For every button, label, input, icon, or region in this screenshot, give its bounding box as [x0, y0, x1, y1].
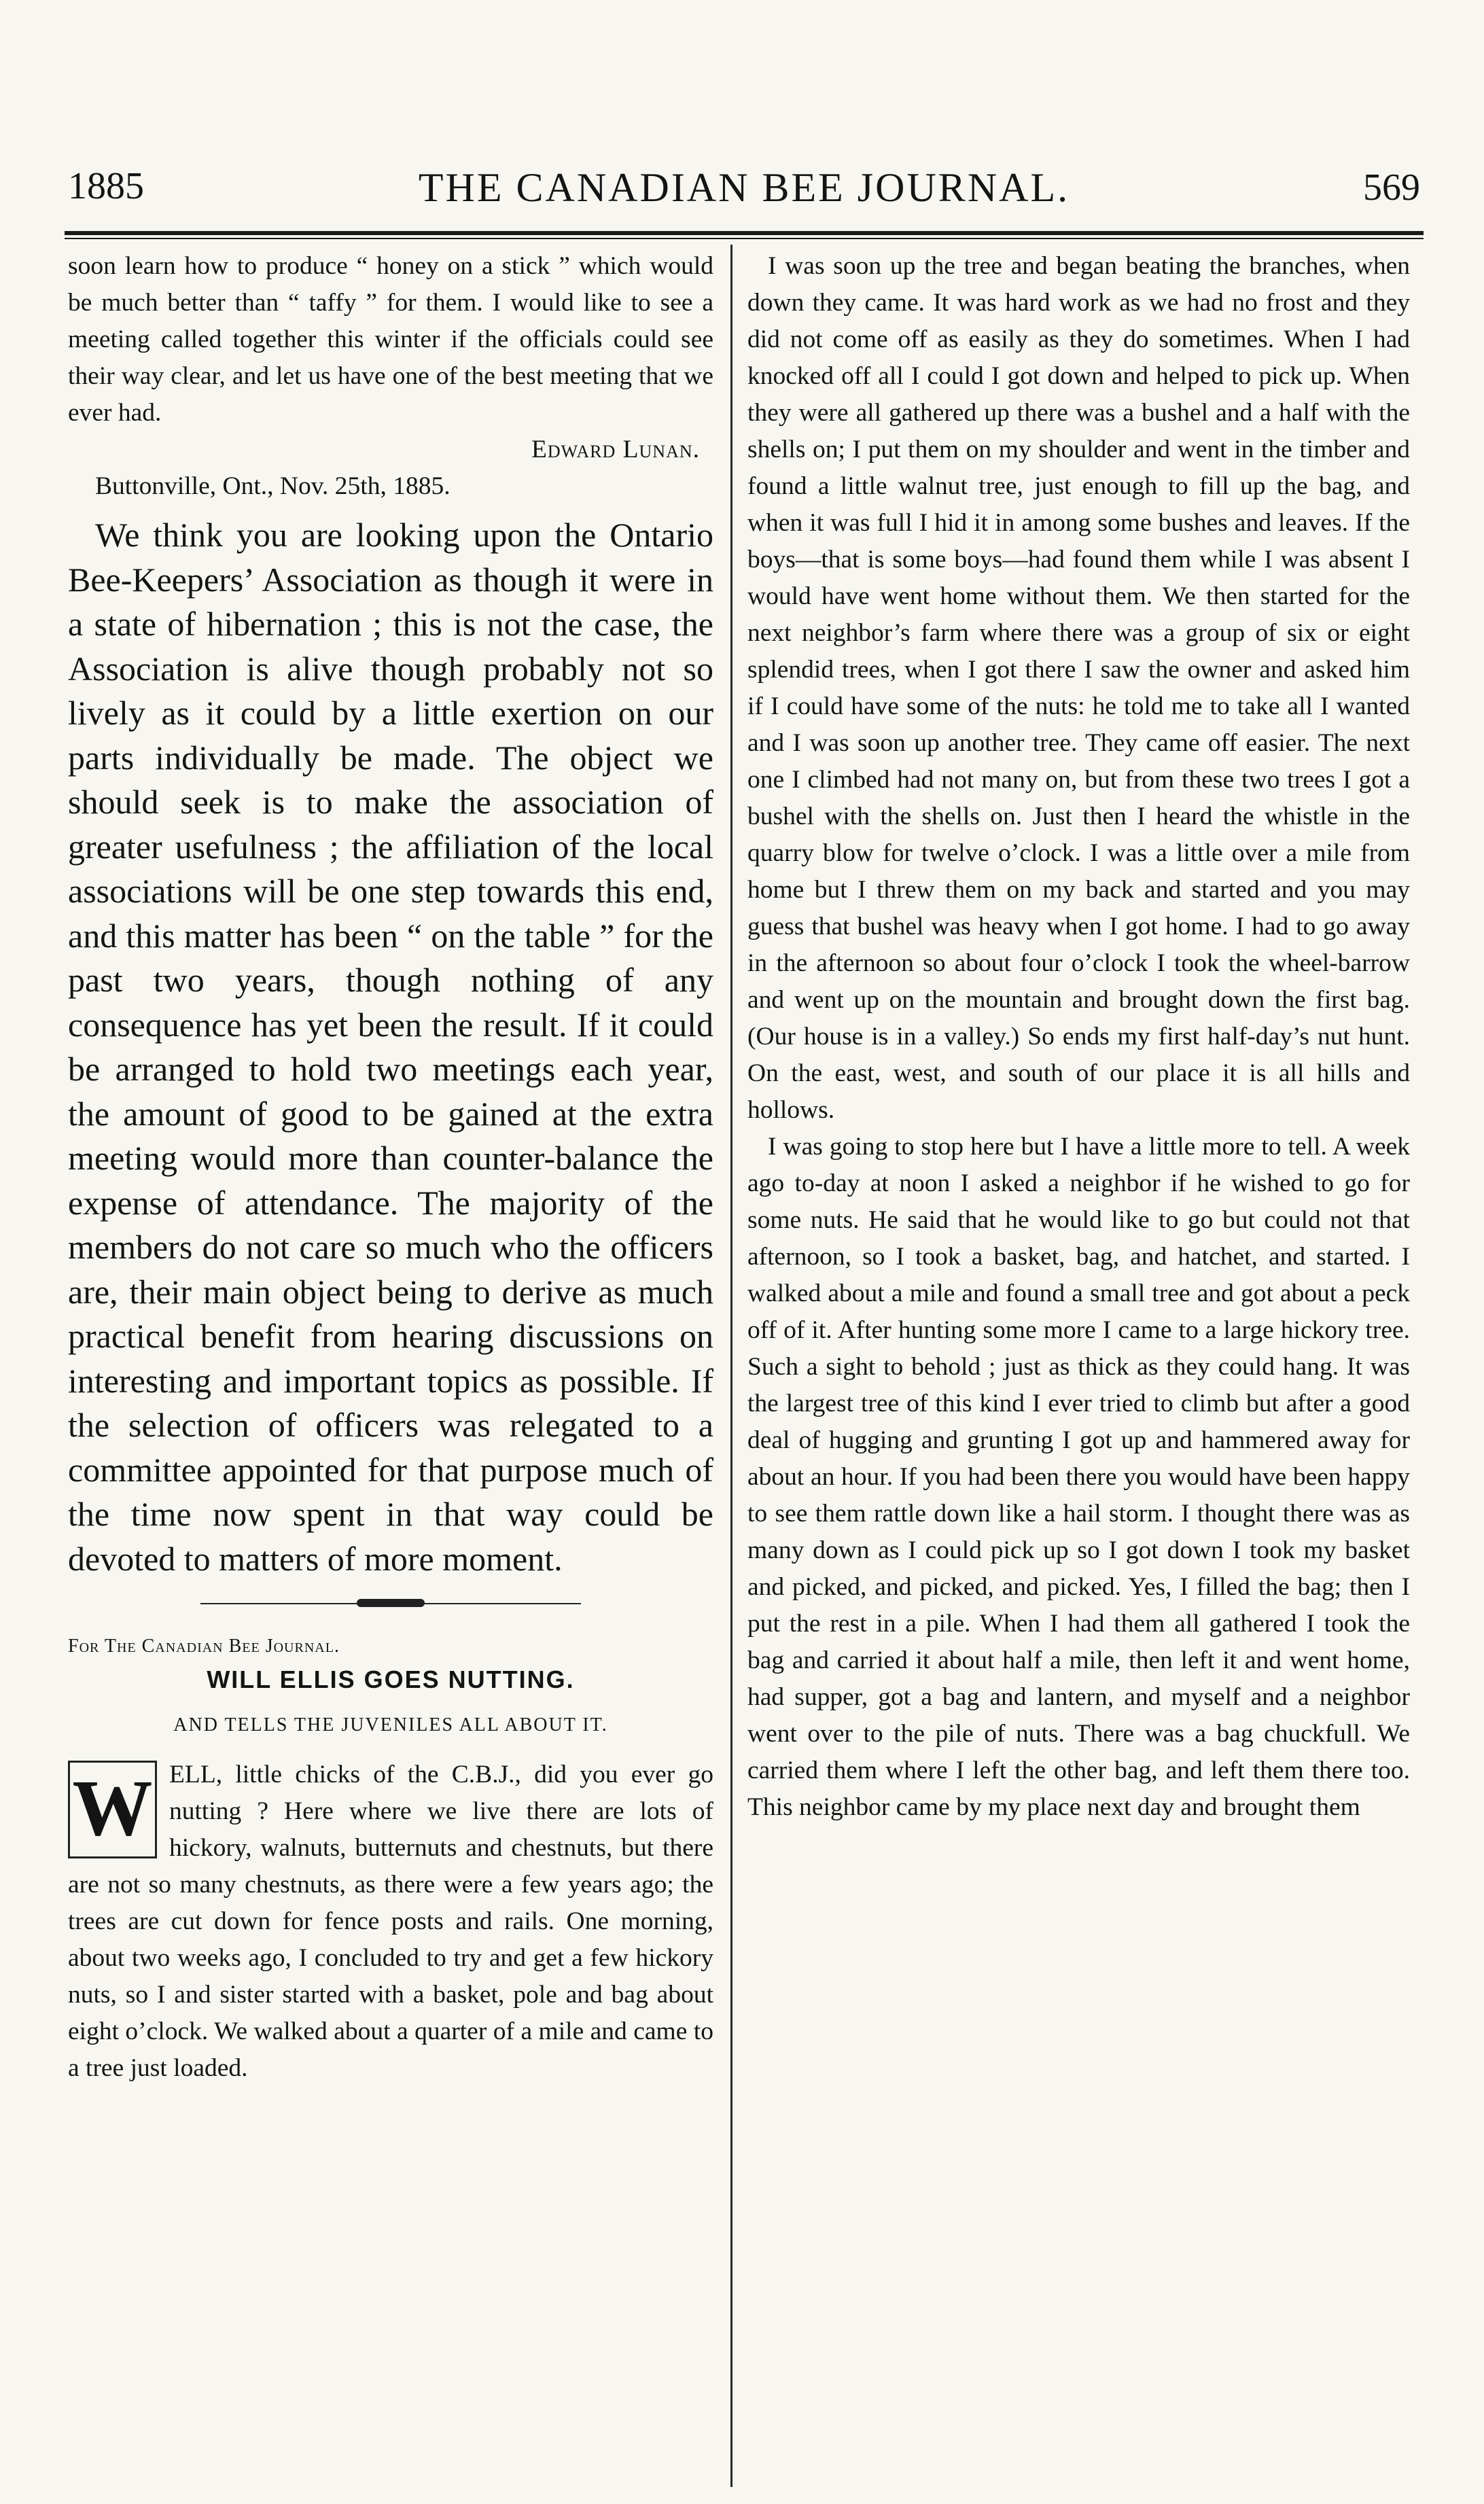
page-number: 569 [1363, 166, 1420, 209]
left-column [68, 248, 713, 2087]
article-subtitle: AND TELLS THE JUVENILES ALL ABOUT IT. [173, 1714, 608, 1735]
journal-title: THE CANADIAN BEE JOURNAL. [418, 165, 1070, 210]
header-year: 1885 [68, 165, 144, 207]
editorial-paragraph: We think you are looking upon the Ontario Bee-Keepers’ Association as though it were in a state of hibernation ; this is not the case, the Association is alive though probably not so lively as it could by a little exertion on our parts individually be made. The object we should seek is to make the association of greater usefulness ; the affiliation of the local associations will be one step towards this end, and this matter has been “ on the table ” for the past two years, though nothing of any consequence has yet been the result. If it could be arranged to hold two meetings each year, the amount of good to be gained at the extra meeting would more than counter-balance the expense of attendance. The majority of the members do not care so much who the officers are, their main object being to derive as much practical benefit from hearing discussions on interesting and important topics as possible. If the selection of officers was relegated to a committee appointed for that purpose much of the time now spent in that way could be devoted to matters of more moment. [68, 516, 713, 1578]
article-opening-text: ELL, little chicks of the C.B.J., did you ever go nutting ? Here where we live there are lots of hickory, walnuts, butternuts and chestnuts, but there are not so many chestnuts, as there were a few years ago; the trees are cut down for fence posts and rails. One morning, about two weeks ago, I concluded to try and get a few hickory nuts, so I and sister started with a basket, pole and bag about eight o’clock. We walked about a quarter of a mile and came to a tree just loaded. [68, 1761, 713, 2082]
header-rule-thin [65, 238, 1424, 239]
article-title: WILL ELLIS GOES NUTTING. [207, 1665, 575, 1693]
page-header [68, 158, 1420, 219]
section-ornament [200, 1602, 581, 1606]
right-column [747, 248, 1410, 1826]
letter-signature: Edward Lunan. [531, 436, 700, 463]
article-opening [68, 1757, 713, 2087]
letter-place-date: Buttonville, Ont., Nov. 25th, 1885. [95, 472, 450, 500]
letter-continuation: soon learn how to produce “ honey on a stick ” which would be much better than “ taffy ” for them. I would like to see a meeting called together this winter if the officials could see their way clear, and let us have one of the best meeting that we ever had. [68, 252, 713, 427]
header-rule [65, 231, 1424, 235]
column-divider [730, 245, 732, 2487]
drop-cap-initial: W [68, 1761, 157, 1858]
article-paragraph-1: I was soon up the tree and began beating the branches, when down they came. It was hard work as we had no frost and they did not come off as easily as they do sometimes. When I had knocked off all I could I got down and helped to pick up. When they were all gathered up there was a bushel and a half with the shells on; I put them on my shoulder and went in the timber and found a little walnut tree, just enough to fill up the bag, and when it was full I hid it in among some bushes and leaves. If the boys—that is some boys—had found them while I was absent I would have went home without them. We then started for the next neighbor’s farm where there was a group of six or eight splendid trees, when I got there I saw the owner and asked him if I could have some of the nuts: he told me to take all I wanted and I was soon up another tree. They came off easier. The next one I climbed had not many on, but from these two trees I got a bushel with the shells on. Just then I heard the whistle in the quarry blow for twelve o’clock. I was a little over a mile from home but I threw them on my back and started and you may guess that bushel was heavy when I got home. I had to go away in the afternoon so about four o’clock I took the wheel-barrow and went up on the mountain and brought down the first bag. (Our house is in a valley.) So ends my first half-day’s nut hunt. On the east, west, and south of our place it is all hills and hollows. [747, 252, 1410, 1124]
article-paragraph-2: I was going to stop here but I have a little more to tell. A week ago to-day at noon I asked a neighbor if he wished to go for some nuts. He said that he would like to go but could not that afternoon, so I took a basket, bag, and hatchet, and started. I walked about a mile and found a small tree and got about a peck off of it. After hunting some more I came to a large hickory tree. Such a sight to behold ; just as thick as they could hang. It was the largest tree of this kind I ever tried to climb but after a good deal of hugging and grunting I got up and hammered away for about an hour. If you had been there you would have been happy to see them rattle down like a hail storm. I thought there was as many down as I could pick up so I got down I took my basket and picked, and picked, and picked. Yes, I filled the bag; then I put the rest in a pile. When I had them all gathered I took the bag and carried it about half a mile, then left it and went home, had supper, got a bag and lantern, and myself and a neighbor went over to the pile of nuts. There was a bag chuckfull. We carried them where I left the other bag, and left them there too. This neighbor came by my place next day and brought them [747, 1133, 1410, 1821]
article-source-line: For The Canadian Bee Journal. [68, 1636, 340, 1657]
